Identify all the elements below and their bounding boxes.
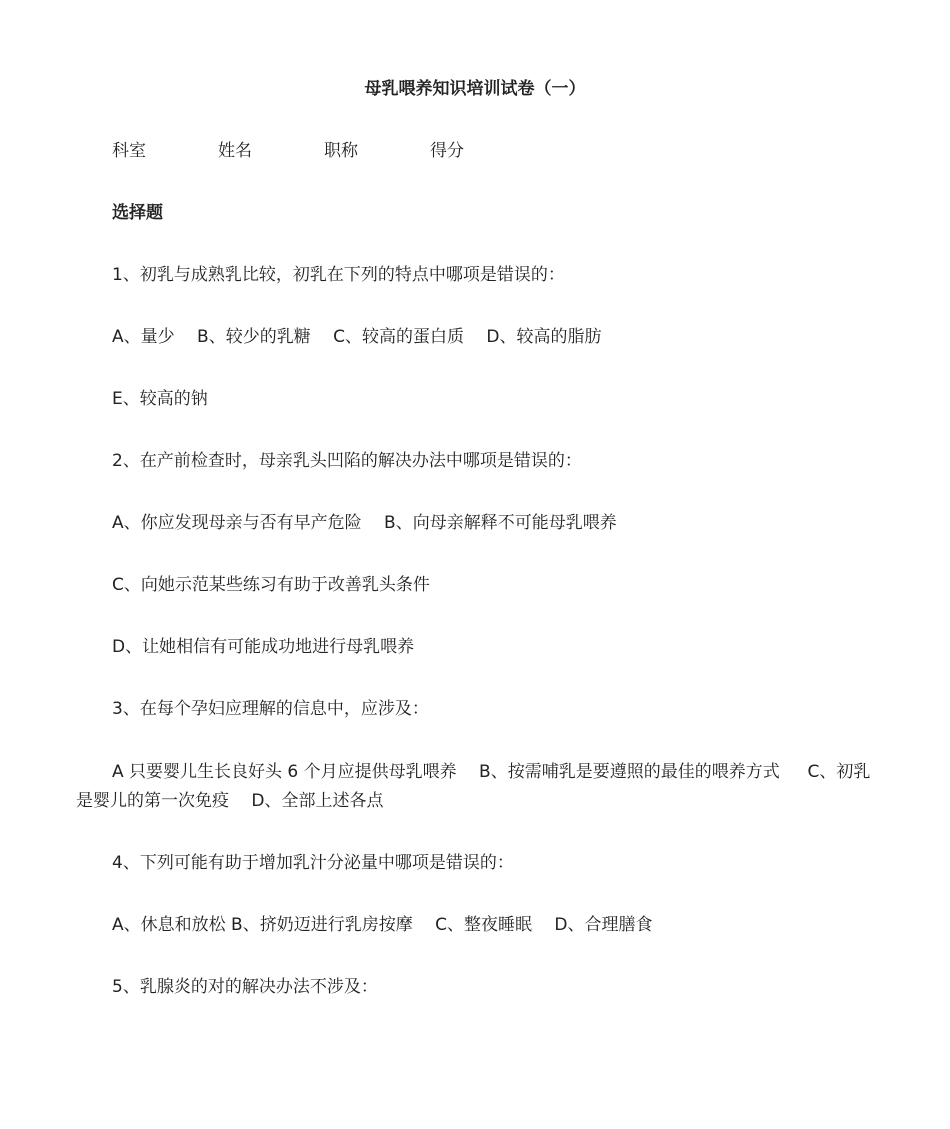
question-1-stem: 1、初乳与成熟乳比较，初乳在下列的特点中哪项是错误的：	[112, 265, 565, 285]
question-1-options-line-1: A、量少 B、较少的乳糖 C、较高的蛋白质 D、较高的脂肪	[112, 327, 602, 347]
question-4-options-line-1: A、休息和放松 B、挤奶迈进行乳房按摩 C、整夜睡眠 D、合理膳食	[112, 915, 653, 935]
question-2-stem: 2、在产前检查时，母亲乳头凹陷的解决办法中哪项是错误的：	[112, 451, 582, 471]
question-2-options-line-2: C、向她示范某些练习有助于改善乳头条件	[112, 575, 430, 595]
score-field-label: 得分	[430, 141, 464, 161]
question-2-options-line-3: D、让她相信有可能成功地进行母乳喂养	[112, 637, 415, 657]
question-3-options: A 只要婴儿生长良好头 6 个月应提供母乳喂养 B、按需哺乳是要遵照的最佳的喂养方式 C、初乳是婴儿的第一次免疫 D、全部上述各点	[76, 762, 871, 811]
section-title: 选择题	[112, 203, 163, 223]
question-1-options-line-2: E、较高的钠	[112, 389, 208, 409]
department-field-label: 科室	[112, 141, 146, 161]
title-field-label: 职称	[324, 141, 358, 161]
question-5-stem: 5、乳腺炎的对的解决办法不涉及：	[112, 977, 378, 997]
question-2-options-line-1: A、你应发现母亲与否有早产危险 B、向母亲解释不可能母乳喂养	[112, 513, 617, 533]
name-field-label: 姓名	[218, 141, 252, 161]
exam-title: 母乳喂养知识培训试卷（一）	[364, 79, 586, 99]
question-3-stem: 3、在每个孕妇应理解的信息中，应涉及：	[112, 699, 429, 719]
question-4-stem: 4、下列可能有助于增加乳汁分泌量中哪项是错误的：	[112, 853, 514, 873]
